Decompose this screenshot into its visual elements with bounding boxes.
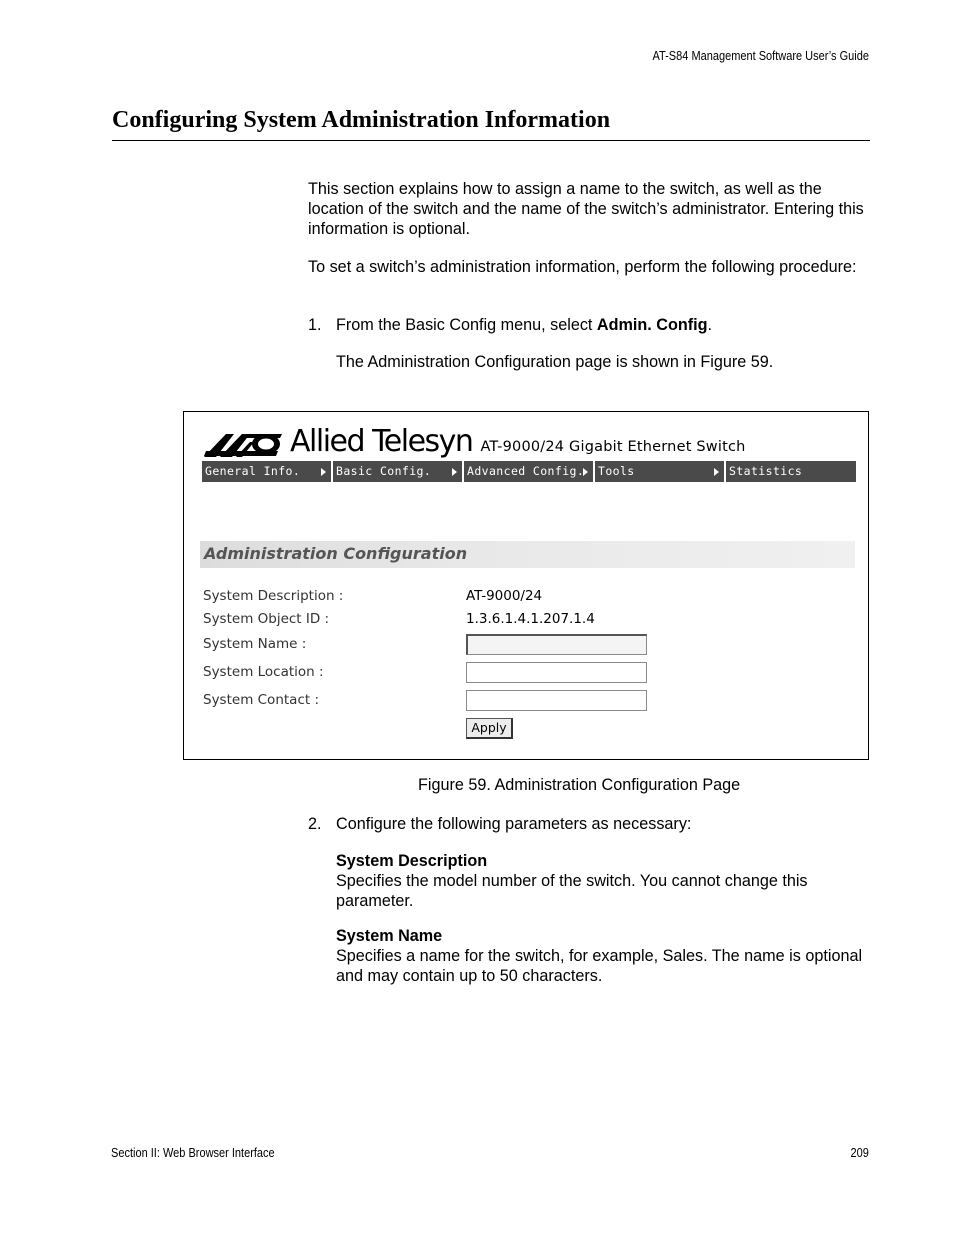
param-name: System Name: [336, 927, 443, 945]
param-name: System Description: [336, 852, 488, 870]
running-header: AT-S84 Management Software User’s Guide: [652, 49, 869, 63]
system-name-input[interactable]: [466, 634, 647, 655]
menu-arrow-icon: [452, 468, 457, 476]
title-rule: [112, 140, 870, 141]
footer-section: Section II: Web Browser Interface: [111, 1146, 275, 1160]
page-title-banner: [200, 541, 855, 568]
section-title: Configuring System Administration Information: [112, 107, 611, 133]
apply-button[interactable]: Apply: [466, 718, 513, 739]
step-number: 2.: [308, 815, 322, 833]
system-contact-label: System Contact :: [203, 692, 319, 708]
param-system-name: [336, 926, 873, 986]
menu-tools[interactable]: Tools: [595, 461, 724, 482]
menu-advanced-config[interactable]: Advanced Config.: [464, 461, 593, 482]
step-text: Configure the following parameters as necessary:: [336, 815, 692, 833]
system-object-id-value: 1.3.6.1.4.1.207.1.4: [466, 611, 595, 627]
step-number: 1.: [308, 316, 322, 334]
system-location-input[interactable]: [466, 662, 647, 683]
page-title: Administration Configuration: [204, 544, 468, 563]
system-location-label: System Location :: [203, 664, 324, 680]
menu-arrow-icon: [714, 468, 719, 476]
system-description-label: System Description :: [203, 588, 344, 604]
system-contact-input[interactable]: [466, 690, 647, 711]
menu-general-info[interactable]: General Info.: [202, 461, 331, 482]
step-1-note: The Administration Configuration page is shown in Figure 59.: [336, 353, 774, 371]
step-text: From the Basic Config menu, select: [336, 316, 597, 334]
menu-arrow-icon: [583, 468, 588, 476]
page-number: 209: [850, 1146, 869, 1160]
intro-paragraph-2: To set a switch’s administration information, perform the following procedure:: [308, 258, 857, 276]
figure-caption: Figure 59. Administration Configuration Page: [418, 776, 741, 794]
menu-arrow-icon: [321, 468, 326, 476]
system-name-label: System Name :: [203, 636, 307, 652]
allied-telesyn-logo-icon: [204, 432, 284, 458]
param-system-description: [336, 851, 873, 911]
menu-statistics[interactable]: Statistics: [726, 461, 856, 482]
system-description-value: AT-9000/24: [466, 588, 543, 604]
brand-header: [204, 424, 746, 458]
intro-paragraph-1: This section explains how to assign a name to the switch, as well as the location of the switch and the name of the switch’s administrator. Entering this information is optional.: [308, 180, 864, 238]
brand-name: Allied Telesyn: [290, 424, 473, 459]
step-1: 1. From the Basic Config menu, select Admin. Config.: [308, 316, 712, 334]
menu-basic-config[interactable]: Basic Config.: [333, 461, 462, 482]
system-object-id-label: System Object ID :: [203, 611, 330, 627]
step-2: [308, 814, 691, 834]
param-description: Specifies the model number of the switch. You cannot change this parameter.: [336, 872, 808, 910]
main-menu-bar: [202, 461, 856, 482]
switch-model-title: AT-9000/24 Gigabit Ethernet Switch: [480, 439, 746, 455]
menu-reference: Admin. Config: [596, 316, 708, 334]
param-description: Specifies a name for the switch, for example, Sales. The name is optional and may contain up to 50 characters.: [336, 947, 863, 985]
